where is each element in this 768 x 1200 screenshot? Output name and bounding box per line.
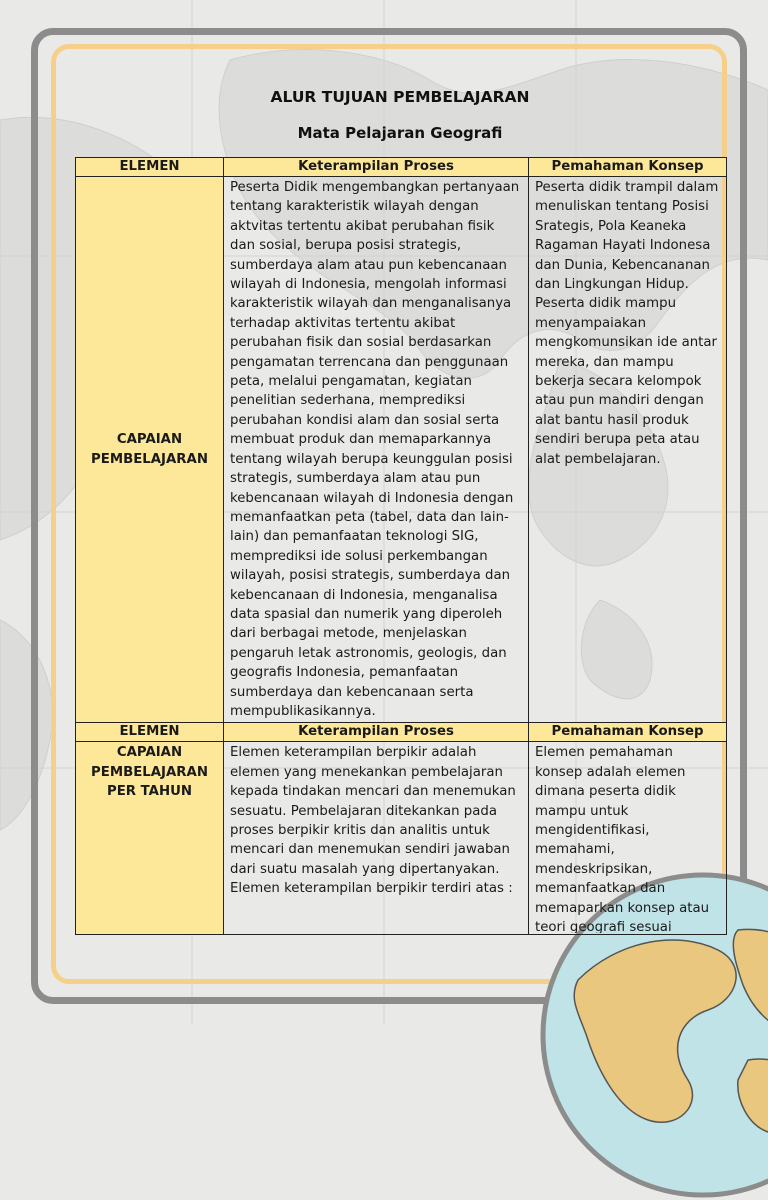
row-keterampilan-proses: Peserta Didik mengembangkan pertanyaan tentang karakteristik wilayah dengan aktvitas tertentu akibat perubahan fisik dan sosial, berupa posisi strategis, sumberdaya alam atau pun kebencanaan wilayah di Indonesia, mengolah informasi karakteristik wilayah dan menganalisanya terhadap aktivitas tertentu akibat perubahan fisik dan sosial berdasarkan pengamatan terrencana dan penggunaan peta, melalui pengamatan, kegiatan penelitian sederhana, memprediksi perubahan kondisi alam dan sosial serta membuat produk dan memaparkannya tentang wilayah berupa keunggulan posisi strategis, sumberdaya alam atau pun kebencanaan wilayah di Indonesia dengan memanfaatkan peta (tabel, data dan lain-lain) dan pemanfaatan teknologi SIG, memprediksi ide solusi perkembangan wilayah, posisi strategis, sumberdaya dan kebencanaan di Indonesia, menganalisa data spasial dan numerik yang diperoleh dari berbagai metode, menjelaskan pengaruh letak astronomis, geologis, dan geografis Indonesia, pemanfaatan sumberdaya dan kebencanaan serta mempublikasikannya. xyxy=(224,177,529,723)
header-elemen: ELEMEN xyxy=(76,158,224,177)
page-subtitle: Mata Pelajaran Geografi xyxy=(297,124,503,142)
header-keterampilan-proses: Keterampilan Proses xyxy=(224,723,529,742)
document-header xyxy=(75,84,725,146)
table-header-row xyxy=(76,723,727,742)
row-pemahaman-konsep xyxy=(529,742,727,935)
row-keterampilan-proses-text: Elemen keterampilan berpikir adalah elemen yang menekankan pembelajaran kepada tindakan mencari dan menemukan sesuatu. Pembelajaran ditekankan pada proses berpikir kritis dan analitis untuk mencari dan menemukan sendiri jawaban dari suatu masalah yang dipertanyakan. Elemen keterampilan berpikir terdiri atas : xyxy=(230,745,516,897)
table-row xyxy=(76,177,727,723)
row-elemen-label: CAPAIAN PEMBELAJARAN PER TAHUN xyxy=(76,742,224,935)
header-pemahaman-konsep: Pemahaman Konsep xyxy=(529,158,727,177)
row-pemahaman-konsep: Peserta didik trampil dalam menuliskan tentang Posisi Srategis, Pola Keaneka Ragaman Hayati Indonesa dan Dunia, Kebencananan dan Lingkungan Hidup. Peserta didik mampu menyampaiakan mengkomunsikan ide antar mereka, dan mampu bekerja secara kelompok atau pun mandiri dengan alat bantu hasil produk sendiri berupa peta atau alat pembelajaran. xyxy=(529,177,727,723)
header-pemahaman-konsep: Pemahaman Konsep xyxy=(529,723,727,742)
row-elemen-label: CAPAIAN PEMBELAJARAN xyxy=(76,177,224,723)
learning-objectives-table xyxy=(75,157,727,935)
header-keterampilan-proses: Keterampilan Proses xyxy=(224,158,529,177)
table-header-row xyxy=(76,158,727,177)
page-title: ALUR TUJUAN PEMBELAJARAN xyxy=(270,88,530,106)
row-pemahaman-konsep-text: Elemen pemahaman konsep adalah elemen dimana peserta didik mampu untuk mengidentifikasi, memahami, mendeskripsikan, memanfaatkan dan memaparkan konsep atau teori geografi sesuai xyxy=(535,745,710,934)
table-row xyxy=(76,742,727,935)
row-keterampilan-proses xyxy=(224,742,529,935)
header-elemen: ELEMEN xyxy=(76,723,224,742)
